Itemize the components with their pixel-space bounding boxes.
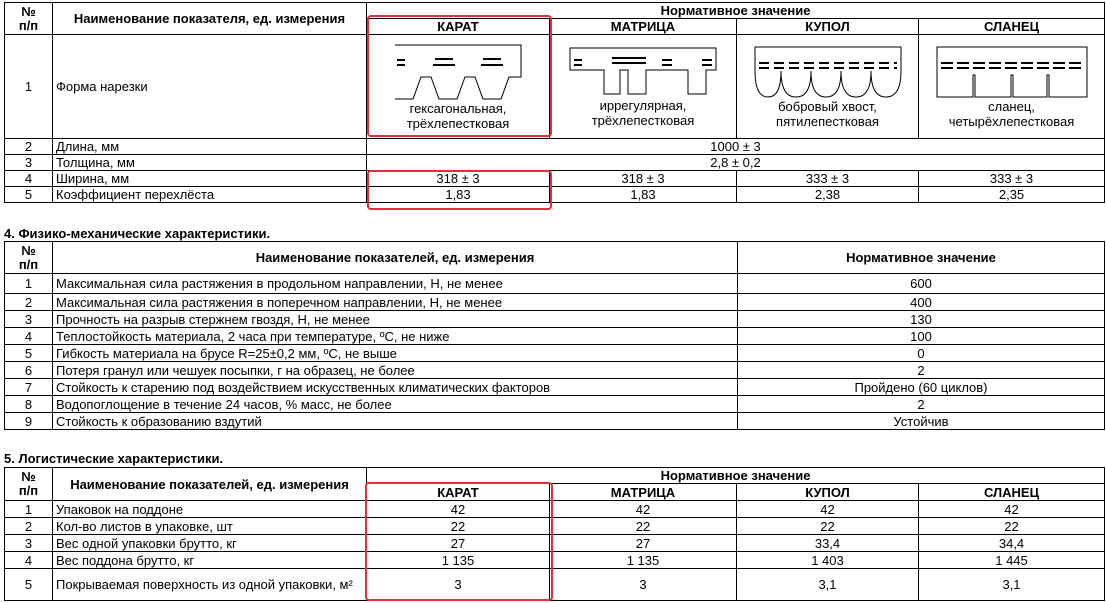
brand-karat: КАРАТ <box>367 19 550 35</box>
width-kupol: 333 ± 3 <box>737 171 919 187</box>
col-num-header: № п/п <box>5 3 53 35</box>
row-name: Коэффициент перехлёста <box>53 187 367 203</box>
normative-header: Нормативное значение <box>367 468 1105 484</box>
row-num: 9 <box>5 413 53 430</box>
cell-kupol: 22 <box>737 518 919 535</box>
row-num: 1 <box>5 35 53 139</box>
col-value-header: Нормативное значение <box>738 242 1105 274</box>
shape-cell-kupol <box>737 35 919 139</box>
brand-slanec: СЛАНЕЦ <box>919 19 1105 35</box>
col-num-header: № п/п <box>5 468 53 501</box>
cell-kupol: 1 403 <box>737 552 919 569</box>
brand-matrica: МАТРИЦА <box>550 484 737 501</box>
row-name: Вес одной упаковки брутто, кг <box>53 535 367 552</box>
row-value: Устойчив <box>738 413 1105 430</box>
cell-slanec: 1 445 <box>919 552 1105 569</box>
length-value: 1000 ± 3 <box>367 139 1105 155</box>
brand-karat: КАРАТ <box>367 484 550 501</box>
row-name: Покрываемая поверхность из одной упаковки, м² <box>53 569 367 601</box>
normative-header: Нормативное значение <box>367 3 1105 19</box>
cell-karat: 22 <box>367 518 550 535</box>
overlap-matrica: 1,83 <box>550 187 737 203</box>
overlap-slanec: 2,35 <box>919 187 1105 203</box>
row-name: Водопоглощение в течение 24 часов, % масс, не более <box>53 396 738 413</box>
cell-kupol: 42 <box>737 501 919 518</box>
shape-caption-line1: гексагональная, <box>409 100 507 116</box>
shape-cell-matrica <box>550 35 737 139</box>
row-name: Стойкость к старению под воздействием искусственных климатических факторов <box>53 379 738 396</box>
overlap-kupol: 2,38 <box>737 187 919 203</box>
thickness-value: 2,8 ± 0,2 <box>367 155 1105 171</box>
cell-karat: 27 <box>367 535 550 552</box>
row-name: Гибкость материала на брусе R=25±0,2 мм, ºС, не выше <box>53 345 738 362</box>
shape-caption-line2: трёхлепестковая <box>591 112 695 128</box>
row-name: Стойкость к образованию вздутий <box>53 413 738 430</box>
row-value: 2 <box>738 396 1105 413</box>
shape-caption-line1: бобровый хвост, <box>778 98 877 114</box>
row-name: Вес поддона брутто, кг <box>53 552 367 569</box>
brand-kupol: КУПОЛ <box>737 19 919 35</box>
row-num: 5 <box>5 569 53 601</box>
cell-matrica: 3 <box>550 569 737 601</box>
logistics-table <box>4 467 1105 601</box>
width-matrica: 318 ± 3 <box>550 171 737 187</box>
cell-slanec: 42 <box>919 501 1105 518</box>
section4-title: 4. Физико-механические характеристики. <box>4 226 271 241</box>
hexagonal-shingle-icon <box>393 43 523 101</box>
cell-kupol: 33,4 <box>737 535 919 552</box>
row-num: 1 <box>5 274 53 294</box>
physical-mechanical-table <box>4 241 1105 430</box>
cell-karat: 1 135 <box>367 552 550 569</box>
row-value: 0 <box>738 345 1105 362</box>
overlap-karat: 1,83 <box>367 187 550 203</box>
col-name-header: Наименование показателей, ед. измерения <box>53 242 738 274</box>
width-slanec: 333 ± 3 <box>919 171 1105 187</box>
shingle-shape-table <box>4 2 1105 203</box>
row-num: 8 <box>5 396 53 413</box>
row-name: Теплостойкость материала, 2 часа при температуре, ºС, не ниже <box>53 328 738 345</box>
row-name: Ширина, мм <box>53 171 367 187</box>
cell-matrica: 27 <box>550 535 737 552</box>
shape-caption-line2: пятилепестковая <box>776 113 879 129</box>
row-value: 2 <box>738 362 1105 379</box>
brand-kupol: КУПОЛ <box>737 484 919 501</box>
row-name: Максимальная сила растяжения в поперечном направлении, Н, не менее <box>53 294 738 311</box>
width-karat: 318 ± 3 <box>367 171 550 187</box>
row-num: 5 <box>5 187 53 203</box>
shape-caption-line1: сланец, <box>988 98 1035 114</box>
row-num: 4 <box>5 171 53 187</box>
cell-karat: 3 <box>367 569 550 601</box>
row-num: 2 <box>5 139 53 155</box>
row-value: 100 <box>738 328 1105 345</box>
irregular-shingle-icon <box>568 46 718 98</box>
cell-matrica: 42 <box>550 501 737 518</box>
cell-slanec: 34,4 <box>919 535 1105 552</box>
shape-caption-line1: иррегулярная, <box>599 97 687 113</box>
row-num: 7 <box>5 379 53 396</box>
row-num: 6 <box>5 362 53 379</box>
row-name: Длина, мм <box>53 139 367 155</box>
cell-karat: 42 <box>367 501 550 518</box>
col-name-header: Наименование показателей, ед. измерения <box>53 468 367 501</box>
row-num: 1 <box>5 501 53 518</box>
row-name: Упаковок на поддоне <box>53 501 367 518</box>
row-name: Форма нарезки <box>53 35 367 139</box>
shape-caption-line2: четырёхлепестковая <box>948 113 1075 129</box>
shape-caption-line2: трёхлепестковая <box>406 115 510 131</box>
row-num: 4 <box>5 552 53 569</box>
row-num: 3 <box>5 311 53 328</box>
cell-slanec: 3,1 <box>919 569 1105 601</box>
brand-matrica: МАТРИЦА <box>550 19 737 35</box>
row-value: Пройдено (60 циклов) <box>738 379 1105 396</box>
row-num: 2 <box>5 518 53 535</box>
cell-kupol: 3,1 <box>737 569 919 601</box>
row-name: Прочность на разрыв стержнем гвоздя, Н, не менее <box>53 311 738 328</box>
col-name-header: Наименование показателя, ед. измерения <box>53 3 367 35</box>
shape-cell-slanec <box>919 35 1105 139</box>
row-value: 130 <box>738 311 1105 328</box>
shape-cell-karat <box>367 35 550 139</box>
row-name: Потеря гранул или чешуек посыпки, г на образец, не более <box>53 362 738 379</box>
row-name: Толщина, мм <box>53 155 367 171</box>
cell-matrica: 22 <box>550 518 737 535</box>
section5-title: 5. Логистические характеристики. <box>4 451 224 466</box>
row-name: Кол-во листов в упаковке, шт <box>53 518 367 535</box>
row-name: Максимальная сила растяжения в продольном направлении, Н, не менее <box>53 274 738 294</box>
row-value: 600 <box>738 274 1105 294</box>
row-num: 4 <box>5 328 53 345</box>
col-num-header: № п/п <box>5 242 53 274</box>
row-num: 3 <box>5 535 53 552</box>
row-num: 2 <box>5 294 53 311</box>
cell-matrica: 1 135 <box>550 552 737 569</box>
beaver-tail-shingle-icon <box>753 45 903 99</box>
row-value: 400 <box>738 294 1105 311</box>
brand-slanec: СЛАНЕЦ <box>919 484 1105 501</box>
row-num: 5 <box>5 345 53 362</box>
slate-shingle-icon <box>935 45 1089 99</box>
cell-slanec: 22 <box>919 518 1105 535</box>
row-num: 3 <box>5 155 53 171</box>
